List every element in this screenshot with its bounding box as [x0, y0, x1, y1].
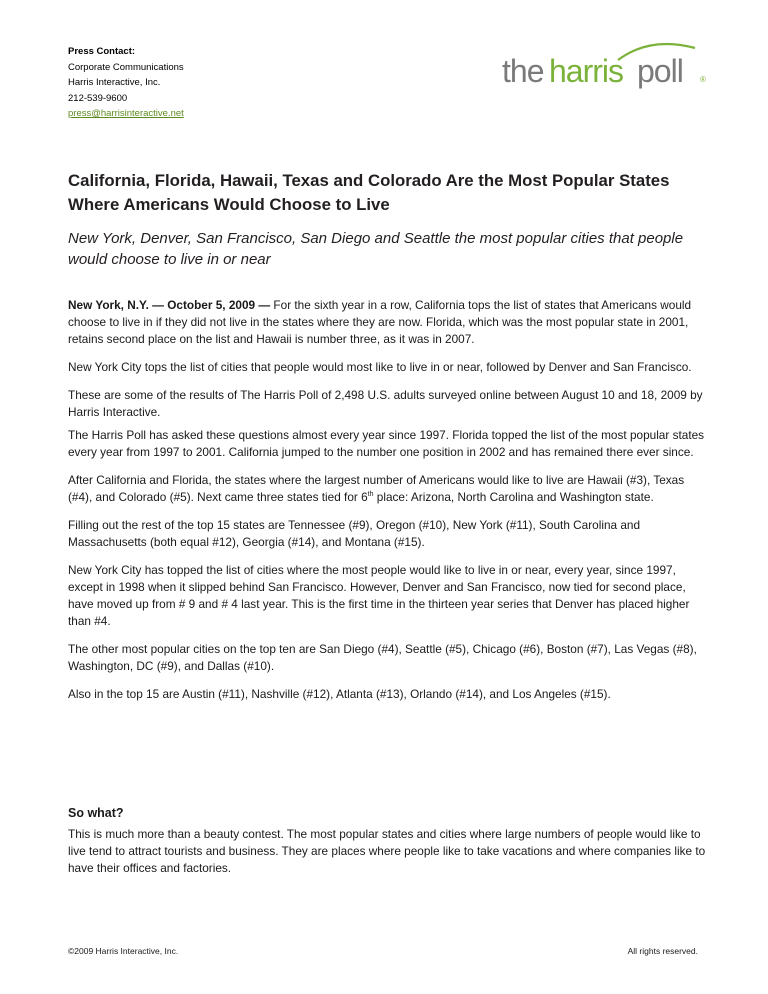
so-what-heading: So what? — [68, 806, 124, 820]
logo-registered-mark: ® — [700, 75, 706, 84]
paragraph-4: The Harris Poll has asked these questions almost every year since 1997. Florida topped the list of the most popular states every year from 1997 to 2001. California jumped to the number one position in 2002 and has remained there ever since. — [68, 428, 705, 459]
contact-email-link[interactable]: press@harrisinteractive.net — [68, 108, 184, 119]
paragraph-5-text-b: place: Arizona, North Carolina and Washington state. — [373, 490, 654, 504]
so-what-text: This is much more than a beauty contest. The most popular states and cities where large numbers of people would like to live tend to attract tourists and business. They are places where people like to take vacations and where companies like to have their offices and factories. — [68, 827, 706, 875]
harris-poll-logo-graphic — [500, 38, 712, 100]
paragraph-5-text-a: After California and Florida, the states where the largest number of Americans would like to live are Hawaii (#3), Texas (#4), and Colorado (#5). Next came three states tied for 6 — [68, 473, 685, 504]
harris-poll-logo — [500, 38, 712, 100]
headline: California, Florida, Hawaii, Texas and Colorado Are the Most Popular States Where Americans Would Choose to Live — [68, 171, 670, 214]
paragraph-8: The other most popular cities on the top ten are San Diego (#4), Seattle (#5), Chicago (#6), Boston (#7), Las Vegas (#8), Washington, DC (#9), and Dallas (#10). — [68, 642, 697, 673]
subheadline: New York, Denver, San Francisco, San Diego and Seattle the most popular cities that people would choose to live in or near — [68, 230, 684, 268]
logo-text-harris: harris — [549, 53, 624, 89]
paragraph-1-text: For the sixth year in a row, California tops the list of states that Americans would choose to live in if they did not live in the states where they are now. Florida, which was the most popular state in 2001, retains second place on the list and Hawaii is number three, as it was in 2007. — [68, 298, 692, 346]
article-body — [68, 297, 708, 714]
paragraph-7: New York City has topped the list of cities where the most people would like to live in or near, every year, since 1997, except in 1998 when it slipped behind San Francisco. However, Denver and San Francisco, now tied for second place, have moved up from # 9 and # 4 last year. This is the first time in the thirteen year series that Denver has placed higher than #4. — [68, 563, 690, 628]
contact-company: Harris Interactive, Inc. — [68, 77, 161, 88]
paragraph-3: These are some of the results of The Harris Poll of 2,498 U.S. adults surveyed online between August 10 and 18, 2009 by Harris Interactive. — [68, 388, 703, 419]
ordinal-superscript: th — [367, 491, 374, 498]
press-contact-block — [68, 44, 184, 122]
paragraph-2: New York City tops the list of cities that people would most like to live in or near, followed by Denver and San Francisco. — [68, 360, 692, 374]
paragraph-9: Also in the top 15 are Austin (#11), Nashville (#12), Atlanta (#13), Orlando (#14), and Los Angeles (#15). — [68, 687, 611, 701]
contact-phone: 212-539-9600 — [68, 92, 128, 104]
paragraph-5 — [68, 472, 708, 506]
contact-department: Corporate Communications — [68, 61, 184, 73]
paragraph-6: Filling out the rest of the top 15 states are Tennessee (#9), Oregon (#10), New York (#11), South Carolina and Massachusetts (both equal #12), Georgia (#14), and Montana (#15). — [68, 518, 641, 549]
footer-copyright: ©2009 Harris Interactive, Inc. — [68, 946, 179, 956]
press-contact-label: Press Contact: — [68, 46, 136, 57]
dateline: New York, N.Y. — October 5, 2009 — — [68, 298, 271, 312]
logo-text-the: the — [502, 53, 544, 89]
logo-text-poll: poll — [637, 53, 683, 89]
paragraph-1 — [68, 297, 708, 348]
footer-rights: All rights reserved. — [627, 946, 698, 956]
